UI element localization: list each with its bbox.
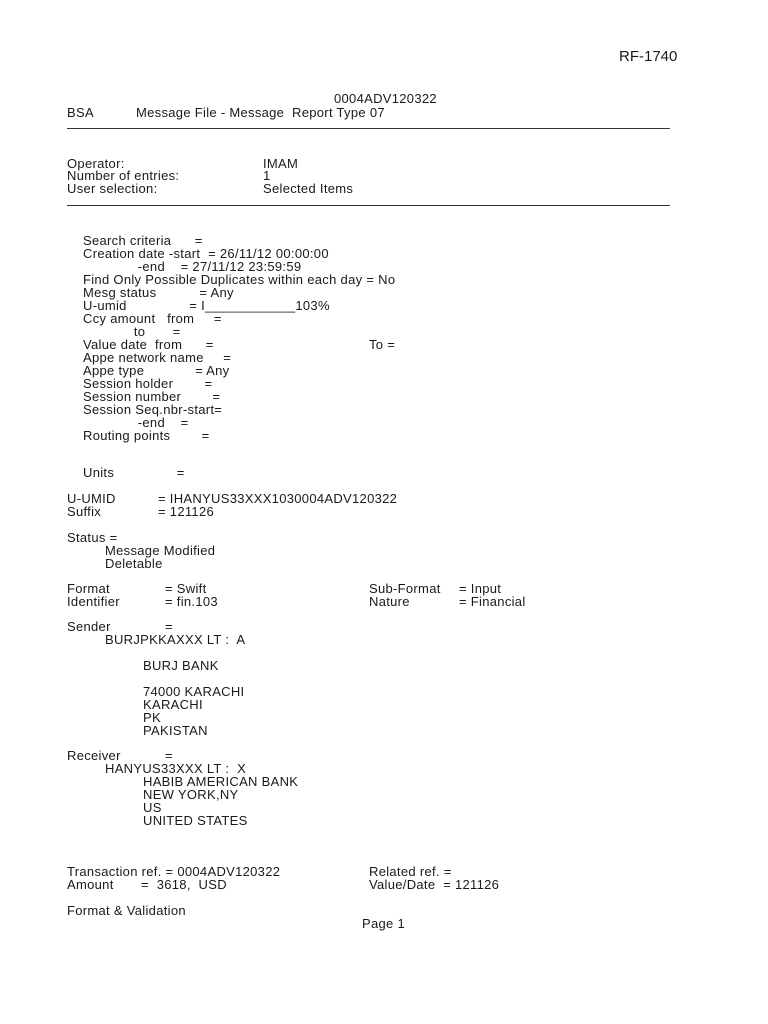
criteria-line: Appe network name = bbox=[83, 350, 232, 365]
related-ref: Related ref. = bbox=[369, 864, 452, 879]
subformat-value: = Input bbox=[459, 581, 502, 596]
suffix-value: = 121126 bbox=[158, 504, 215, 519]
criteria-line: to = bbox=[83, 324, 181, 339]
entries-label: Number of entries: bbox=[67, 168, 180, 183]
sender-address-line: KARACHI bbox=[143, 697, 203, 712]
receiver-code: HANYUS33XXX LT : X bbox=[105, 761, 247, 776]
umid-label: U-UMID bbox=[67, 491, 116, 506]
selection-value: Selected Items bbox=[263, 181, 354, 196]
value-date-line: Value/Date = 121126 bbox=[369, 877, 500, 892]
report-title: Message File - Message Report Type 07 bbox=[136, 105, 385, 120]
sender-eq: = bbox=[165, 619, 173, 634]
message-reference: 0004ADV120322 bbox=[334, 91, 437, 106]
identifier-value: = fin.103 bbox=[165, 594, 218, 609]
criteria-line: Session Seq.nbr-start= bbox=[83, 402, 223, 417]
sender-code: BURJPKKAXXX LT : A bbox=[105, 632, 246, 647]
criteria-line: Creation date -start = 26/11/12 00:00:00 bbox=[83, 246, 329, 261]
receiver-address-line: NEW YORK,NY bbox=[143, 787, 239, 802]
criteria-line: Value date from = bbox=[83, 337, 214, 352]
criteria-line: Appe type = Any bbox=[83, 363, 230, 378]
criteria-line: -end = 27/11/12 23:59:59 bbox=[83, 259, 302, 274]
selection-label: User selection: bbox=[67, 181, 158, 196]
nature-value: = Financial bbox=[459, 594, 526, 609]
identifier-label: Identifier bbox=[67, 594, 120, 609]
receiver-address-line: US bbox=[143, 800, 162, 815]
nature-label: Nature bbox=[369, 594, 410, 609]
sender-address-line: PK bbox=[143, 710, 161, 725]
subformat-label: Sub-Format bbox=[369, 581, 441, 596]
criteria-line: Search criteria = bbox=[83, 233, 203, 248]
amount-line: Amount = 3618, USD bbox=[67, 877, 227, 892]
criteria-line: Routing points = bbox=[83, 428, 210, 443]
receiver-address-line: UNITED STATES bbox=[143, 813, 248, 828]
criteria-line: Mesg status = Any bbox=[83, 285, 234, 300]
divider bbox=[67, 128, 670, 129]
document-ref-code: RF-1740 bbox=[619, 48, 678, 65]
divider bbox=[67, 205, 670, 206]
operator-value: IMAM bbox=[263, 156, 299, 171]
units-line: Units = bbox=[83, 465, 185, 480]
sender-address-line: BURJ BANK bbox=[143, 658, 219, 673]
criteria-line: -end = bbox=[83, 415, 189, 430]
bank-code: BSA bbox=[67, 105, 94, 120]
criteria-line: Ccy amount from = bbox=[83, 311, 222, 326]
sender-address-line: 74000 KARACHI bbox=[143, 684, 245, 699]
criteria-value-to: To = bbox=[369, 337, 396, 352]
umid-value: = IHANYUS33XXX1030004ADV120322 bbox=[158, 491, 398, 506]
receiver-eq: = bbox=[165, 748, 173, 763]
format-label: Format bbox=[67, 581, 110, 596]
receiver-address-line: HABIB AMERICAN BANK bbox=[143, 774, 299, 789]
suffix-label: Suffix bbox=[67, 504, 102, 519]
criteria-line: Find Only Possible Duplicates within each day = No bbox=[83, 272, 396, 287]
sender-address-line: PAKISTAN bbox=[143, 723, 208, 738]
status-item: Message Modified bbox=[105, 543, 216, 558]
criteria-line: Session number = bbox=[83, 389, 221, 404]
validation-label: Format & Validation bbox=[67, 903, 186, 918]
format-value: = Swift bbox=[165, 581, 207, 596]
sender-label: Sender bbox=[67, 619, 111, 634]
transaction-ref: Transaction ref. = 0004ADV120322 bbox=[67, 864, 281, 879]
criteria-line: U-umid = I____________103% bbox=[83, 298, 330, 313]
entries-value: 1 bbox=[263, 168, 271, 183]
status-label: Status = bbox=[67, 530, 118, 545]
operator-label: Operator: bbox=[67, 156, 125, 171]
page-number: Page 1 bbox=[362, 916, 406, 931]
criteria-line: Session holder = bbox=[83, 376, 213, 391]
status-item: Deletable bbox=[105, 556, 163, 571]
receiver-label: Receiver bbox=[67, 748, 121, 763]
